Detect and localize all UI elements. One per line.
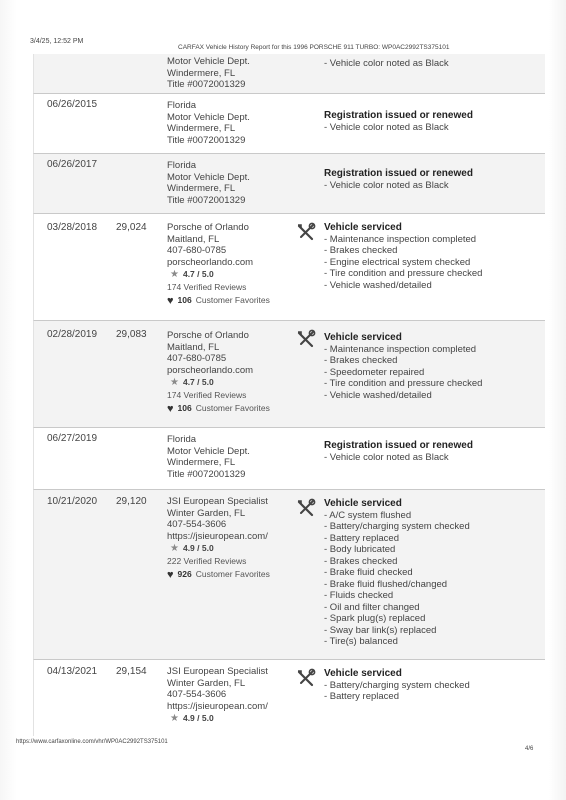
table-row: [33, 213, 545, 321]
comment-item: - Brake fluid flushed/changed: [324, 578, 448, 590]
comments-cell: [324, 110, 534, 133]
source-line: 407-554-3606: [167, 689, 227, 700]
comment-item: - Fluids checked: [324, 590, 394, 601]
heart-icon: ♥: [167, 402, 174, 415]
rating: [170, 543, 315, 555]
comment-item: - Brakes checked: [324, 245, 398, 256]
wrench-screwdriver-icon: [296, 498, 316, 518]
comment-title: Vehicle serviced: [324, 222, 402, 233]
source-line: Maitland, FL: [167, 341, 220, 353]
date-cell: 04/13/2021: [47, 666, 98, 677]
source-cell: [167, 222, 315, 307]
date-cell: 06/26/2017: [47, 159, 98, 170]
table-row: [33, 93, 545, 154]
comments-cell: [324, 440, 534, 463]
comment-item: - Vehicle color noted as Black: [324, 451, 449, 463]
comment-item: - Battery/charging system checked: [324, 521, 470, 532]
source-cell: [167, 434, 315, 480]
favorites: [167, 403, 315, 415]
table-row: [33, 320, 545, 428]
odometer-cell: 29,024: [116, 222, 147, 233]
source-line: porscheorlando.com: [167, 256, 254, 268]
date-cell: 03/28/2018: [47, 222, 98, 233]
rating: [170, 377, 315, 389]
footer-url[interactable]: https://www.carfaxonline.com/vhr/WP0AC2992TS375101: [16, 739, 168, 745]
source-line: https://jsieuropean.com/: [167, 700, 268, 712]
source-line: Title #0072001329: [167, 468, 246, 480]
comment-item: - Spark plug(s) replaced: [324, 613, 426, 624]
source-line: Windermere, FL: [167, 123, 236, 134]
comments-cell: [324, 58, 534, 70]
source-line: Winter Garden, FL: [167, 677, 246, 689]
star-icon: ★: [170, 269, 179, 280]
star-icon: ★: [170, 713, 179, 724]
source-line: porscheorlando.com: [167, 364, 254, 376]
comment-item: - Battery replaced: [324, 532, 399, 544]
date-cell: 06/27/2019: [47, 433, 98, 444]
comments-cell: [324, 168, 534, 191]
source-cell: [167, 100, 315, 146]
heart-icon: ♥: [167, 568, 174, 581]
source-line: Windermere, FL: [167, 67, 236, 79]
favorites-label: Customer Favorites: [195, 403, 270, 413]
reviews-link[interactable]: 222 Verified Reviews: [167, 555, 247, 566]
odometer-cell: 29,154: [116, 666, 147, 677]
odometer-cell: 29,120: [116, 496, 147, 507]
comment-item: - Oil and filter changed: [324, 601, 420, 613]
rating: [170, 269, 315, 281]
source-cell: [167, 330, 315, 415]
comment-item: - Sway bar link(s) replaced: [324, 624, 437, 636]
odometer-cell: 29,083: [116, 329, 147, 340]
source-line: Title #0072001329: [167, 134, 246, 146]
source-line: Florida: [167, 160, 197, 171]
comment-item: - Vehicle color noted as Black: [324, 179, 449, 191]
source-line: Maitland, FL: [167, 233, 220, 245]
comment-item: - Speedometer repaired: [324, 366, 425, 378]
source-cell: [167, 160, 315, 206]
source-line: JSI European Specialist: [167, 496, 268, 507]
comment-item: - Brakes checked: [324, 555, 398, 567]
comment-item: - Brake fluid checked: [324, 567, 413, 578]
table-row: [33, 489, 545, 660]
source-line: 407-554-3606: [167, 519, 227, 530]
comment-item: - Tire(s) balanced: [324, 636, 398, 647]
page-number: 4/6: [525, 746, 534, 752]
favorites-count: 926: [177, 569, 192, 579]
heart-icon: ♥: [167, 294, 174, 307]
print-timestamp: 3/4/25, 12:52 PM: [30, 38, 84, 45]
comment-title: Vehicle serviced: [324, 498, 402, 509]
source-cell: [167, 56, 315, 91]
favorites-count: 106: [177, 295, 192, 305]
comment-title: Registration issued or renewed: [324, 440, 473, 451]
date-cell: 06/26/2015: [47, 99, 98, 110]
comment-title: Registration issued or renewed: [324, 168, 473, 179]
comment-item: - Tire condition and pressure checked: [324, 378, 483, 389]
rating-value: 4.9 / 5.0: [182, 543, 214, 553]
wrench-screwdriver-icon: [296, 329, 316, 349]
comment-title: Vehicle serviced: [324, 332, 402, 343]
favorites: [167, 569, 315, 581]
source-line: Porsche of Orlando: [167, 330, 249, 341]
comment-item: - Body lubricated: [324, 544, 396, 555]
table-row: [33, 427, 545, 490]
comment-item: - Maintenance inspection completed: [324, 343, 477, 355]
star-icon: ★: [170, 543, 179, 554]
comment-item: - Battery/charging system checked: [324, 679, 470, 691]
source-line: Winter Garden, FL: [167, 507, 246, 519]
favorites-label: Customer Favorites: [195, 569, 270, 579]
source-line: Porsche of Orlando: [167, 222, 249, 233]
source-line: 407-680-0785: [167, 353, 227, 364]
table-row: [33, 153, 545, 214]
source-line: JSI European Specialist: [167, 666, 268, 677]
comments-cell: [324, 332, 534, 401]
source-cell: [167, 496, 315, 581]
reviews-link[interactable]: 174 Verified Reviews: [167, 389, 247, 400]
date-cell: 02/28/2019: [47, 329, 98, 340]
source-line: Motor Vehicle Dept.: [167, 445, 250, 457]
reviews-link[interactable]: 174 Verified Reviews: [167, 281, 247, 292]
comment-item: - Engine electrical system checked: [324, 256, 471, 268]
source-line: Florida: [167, 434, 197, 445]
source-line: https://jsieuropean.com/: [167, 530, 268, 542]
favorites: [167, 295, 315, 307]
comment-item: - Vehicle washed/detailed: [324, 389, 432, 401]
source-line: Florida: [167, 100, 197, 111]
report-title: CARFAX Vehicle History Report for this 1996 PORSCHE 911 TURBO: WP0AC2992TS375101: [178, 44, 450, 51]
source-line: Motor Vehicle Dept.: [167, 171, 250, 183]
source-line: Title #0072001329: [167, 79, 246, 90]
comment-title: Registration issued or renewed: [324, 110, 473, 121]
comments-cell: [324, 668, 534, 703]
comments-cell: [324, 222, 534, 291]
source-line: Motor Vehicle Dept.: [167, 111, 250, 123]
comment-item: - Tire condition and pressure checked: [324, 268, 483, 279]
rating-value: 4.9 / 5.0: [182, 713, 214, 723]
comment-item: - A/C system flushed: [324, 509, 412, 521]
source-line: 407-680-0785: [167, 245, 227, 256]
wrench-screwdriver-icon: [296, 222, 316, 242]
table-row: [33, 54, 545, 93]
wrench-screwdriver-icon: [296, 668, 316, 688]
star-icon: ★: [170, 377, 179, 388]
source-line: Windermere, FL: [167, 183, 236, 194]
date-cell: 10/21/2020: [47, 496, 98, 507]
rating-value: 4.7 / 5.0: [182, 269, 214, 279]
comment-item: - Vehicle color noted as Black: [324, 58, 449, 69]
rating-value: 4.7 / 5.0: [182, 377, 214, 387]
table-row: [33, 659, 545, 736]
comment-item: - Maintenance inspection completed: [324, 233, 477, 245]
favorites-count: 106: [177, 403, 192, 413]
source-cell: [167, 666, 315, 725]
comments-cell: [324, 498, 534, 648]
favorites-label: Customer Favorites: [195, 295, 270, 305]
source-line: Motor Vehicle Dept.: [167, 56, 250, 67]
comment-title: Vehicle serviced: [324, 668, 402, 679]
rating: [170, 713, 315, 725]
comment-item: - Battery replaced: [324, 691, 399, 702]
source-line: Windermere, FL: [167, 457, 236, 468]
comment-item: - Vehicle color noted as Black: [324, 121, 449, 133]
source-line: Title #0072001329: [167, 194, 246, 206]
history-table: [33, 54, 545, 736]
comment-item: - Brakes checked: [324, 355, 398, 366]
comment-item: - Vehicle washed/detailed: [324, 279, 432, 291]
